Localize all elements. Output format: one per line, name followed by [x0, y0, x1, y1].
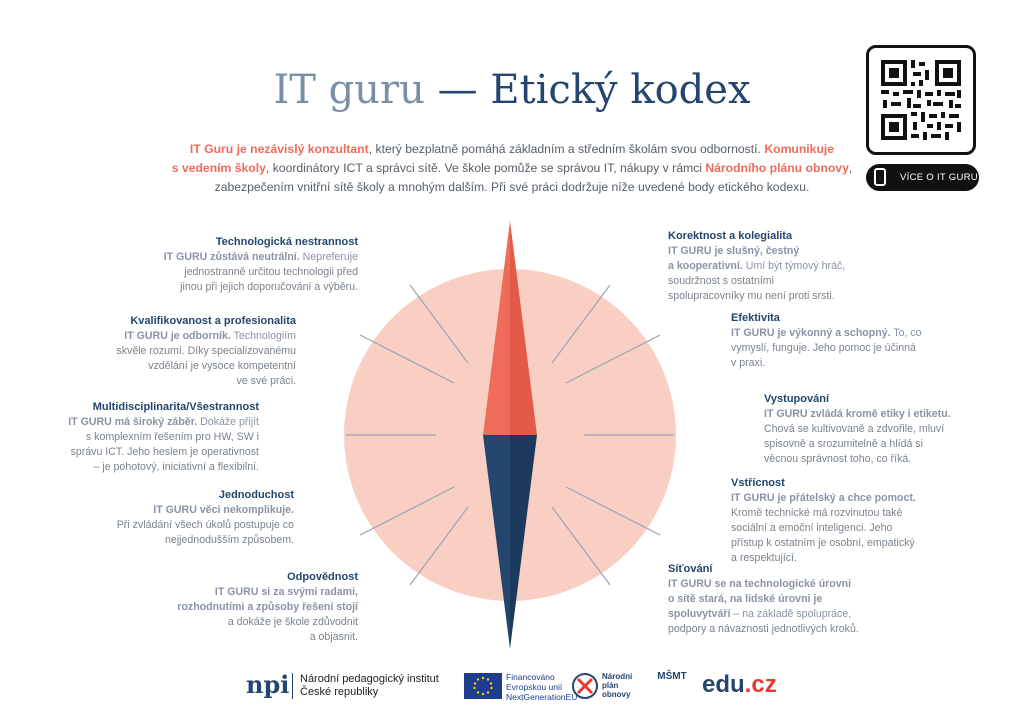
item-bold: rozhodnutími a způsoby řešení stojí — [177, 601, 358, 613]
npi-divider — [292, 673, 293, 699]
item-heading: Efektivita — [731, 312, 780, 324]
npo-logo-icon — [572, 673, 598, 699]
item-qualification — [56, 314, 296, 389]
edu-logo-text: edu — [702, 671, 745, 698]
item-line: podpory a návaznosti jednotlivých kroků. — [668, 623, 859, 635]
intro-paragraph — [160, 140, 864, 197]
phone-icon — [874, 168, 886, 186]
edu-logo-dot: . — [744, 671, 752, 698]
intro-highlight-1: IT Guru je nezávislý konzultant — [189, 142, 369, 156]
item-line: skvěle rozumí. Díky specializovanému — [116, 345, 296, 357]
edu-logo-tld: cz — [751, 671, 777, 698]
footer-logos — [0, 665, 1024, 710]
item-line: To, co — [890, 327, 922, 339]
npo-line-2: plán — [602, 681, 619, 690]
npo-line-3: obnovy — [602, 690, 631, 699]
item-bold: IT GURU je slušný, čestný — [668, 245, 800, 257]
item-helpfulness — [731, 476, 981, 566]
item-line: spolupracovníky mu není proti srsti. — [668, 290, 835, 302]
eu-logo-text — [506, 672, 577, 702]
item-line: v praxi. — [731, 357, 766, 369]
item-heading: Vystupování — [764, 393, 829, 405]
intro-highlight-2: Komunikuje — [764, 142, 835, 156]
item-line: nejjednodušším způsobem. — [165, 534, 294, 546]
item-line: – na základě spolupráce, — [730, 608, 852, 620]
item-line: Chová se kultivovaně a zdvořile, mluví — [764, 423, 945, 435]
intro-highlight-3: s vedením školy — [171, 161, 266, 175]
eu-line-2: Evropskou unií — [506, 682, 563, 692]
compass-graphic — [340, 215, 680, 655]
item-line: Při zvládání všech úkolů postupuje co — [116, 519, 294, 531]
item-simplicity — [54, 488, 294, 548]
item-line: sociální a emoční inteligenci. Jeho — [731, 522, 893, 534]
intro-text-3: , — [848, 161, 853, 175]
item-heading: Odpovědnost — [287, 571, 358, 583]
item-responsibility — [118, 570, 358, 645]
item-heading: Korektnost a kolegialita — [668, 230, 793, 242]
item-line: jednostranně určitou technologii před — [184, 266, 358, 278]
item-bold: o sítě stará, na lidské úrovni je — [668, 593, 823, 605]
item-bold: IT GURU zvládá kromě etiky i etiketu. — [764, 408, 951, 420]
item-bold: IT GURU má široký záběr. — [68, 416, 198, 428]
item-heading: Technologická nestrannost — [215, 236, 358, 248]
msmt-logo-text: MŠMT — [657, 671, 687, 682]
eu-flag-icon — [464, 673, 502, 699]
item-bold: IT GURU si za svými radami, — [214, 586, 358, 598]
item-line: – je pohotový, iniciativní a flexibilní. — [93, 461, 259, 473]
msmt-logo — [652, 671, 692, 701]
item-bold: IT GURU je odborník. — [124, 330, 231, 342]
more-about-it-guru-button[interactable] — [866, 164, 979, 191]
title-dash: — — [424, 67, 491, 113]
item-bold: IT GURU zůstává neutrální. — [163, 251, 300, 263]
qr-code[interactable] — [866, 45, 976, 155]
item-bold: IT GURU je výkonný a schopný. — [731, 327, 891, 339]
item-technological-neutrality — [118, 235, 358, 295]
item-networking — [668, 562, 918, 637]
item-line: jinou při jejich doporučování a výběru. — [180, 281, 358, 293]
item-line: přístup k ostatním je osobní, empatický — [731, 537, 915, 549]
intro-highlight-4: Národního plánu obnovy — [705, 161, 849, 175]
intro-text-4: zabezpečením vnitřní sítě školy a mnohým dalším. Při své práci dodržuje níže uvedené body etického kodexu. — [214, 180, 810, 194]
item-bold: spoluvytváří — [668, 608, 731, 620]
item-line: s komplexním řešením pro HW, SW i — [85, 431, 259, 443]
intro-text-1: , který bezplatně pomáhá základním a středním školám svou odborností. — [368, 142, 765, 156]
title-dark: Etický kodex — [490, 67, 751, 113]
more-about-it-guru-label: VÍCE O IT GURU — [900, 172, 978, 183]
npi-line-1: Národní pedagogický institut — [300, 673, 439, 685]
item-line: ve své práci. — [236, 375, 296, 387]
npo-line-1: Národní — [602, 672, 633, 681]
item-line: vzdělání je vysoce kompetentní — [148, 360, 296, 372]
item-line: vymyslí, funguje. Jeho pomoc je účinná — [731, 342, 916, 354]
item-line: Technologiím — [230, 330, 296, 342]
item-line: Nepreferuje — [299, 251, 358, 263]
npi-line-2: České republiky — [300, 686, 379, 698]
intro-text-2: , koordinátory ICT a správci sítě. Ve škole pomůže se správou IT, nákupy v rámci — [265, 161, 706, 175]
item-multidisciplinarity — [19, 400, 259, 475]
eu-line-3: NextGenerationEU — [506, 692, 578, 702]
title-light: IT guru — [273, 67, 425, 113]
item-bold: IT GURU se na technologické úrovni — [668, 578, 852, 590]
item-line: a dokáže je škole zdůvodnit — [227, 616, 358, 628]
edu-cz-logo — [702, 671, 777, 699]
item-heading: Kvalifikovanost a profesionalita — [130, 315, 296, 327]
eu-line-1: Financováno — [506, 672, 555, 682]
npo-logo-text — [602, 672, 632, 699]
item-line: věcnou správnost toho, co říká. — [764, 453, 912, 465]
item-line: Kromě technické má rozvinutou také — [731, 507, 903, 519]
item-heading: Jednoduchost — [218, 489, 294, 501]
item-line: a respektující. — [731, 552, 797, 564]
item-bold: IT GURU věci nekomplikuje. — [153, 504, 294, 516]
item-heading: Síťování — [668, 563, 713, 575]
item-line: Dokáže přijít — [197, 416, 259, 428]
item-line: správu ICT. Jeho heslem je operativnost — [70, 446, 259, 458]
item-line: Umí být týmový hráč, — [742, 260, 846, 272]
item-line: soudržnost s ostatními — [668, 275, 774, 287]
item-line: a objasnit. — [309, 631, 358, 643]
item-conduct — [764, 392, 1014, 467]
item-bold: a kooperativní. — [668, 260, 743, 272]
item-bold: IT GURU je přátelský a chce pomoct. — [731, 492, 916, 504]
item-heading: Multidisciplinarita/Všestrannost — [92, 401, 259, 413]
npi-logo-text — [300, 673, 439, 699]
qr-code-graphic — [869, 48, 973, 152]
npi-logo-mark: npi — [246, 670, 290, 699]
item-heading: Vstřícnost — [731, 477, 785, 489]
item-efficiency — [731, 311, 971, 371]
item-correctness — [668, 229, 908, 304]
item-line: spisovně a srozumitelně a hlídá si — [764, 438, 923, 450]
